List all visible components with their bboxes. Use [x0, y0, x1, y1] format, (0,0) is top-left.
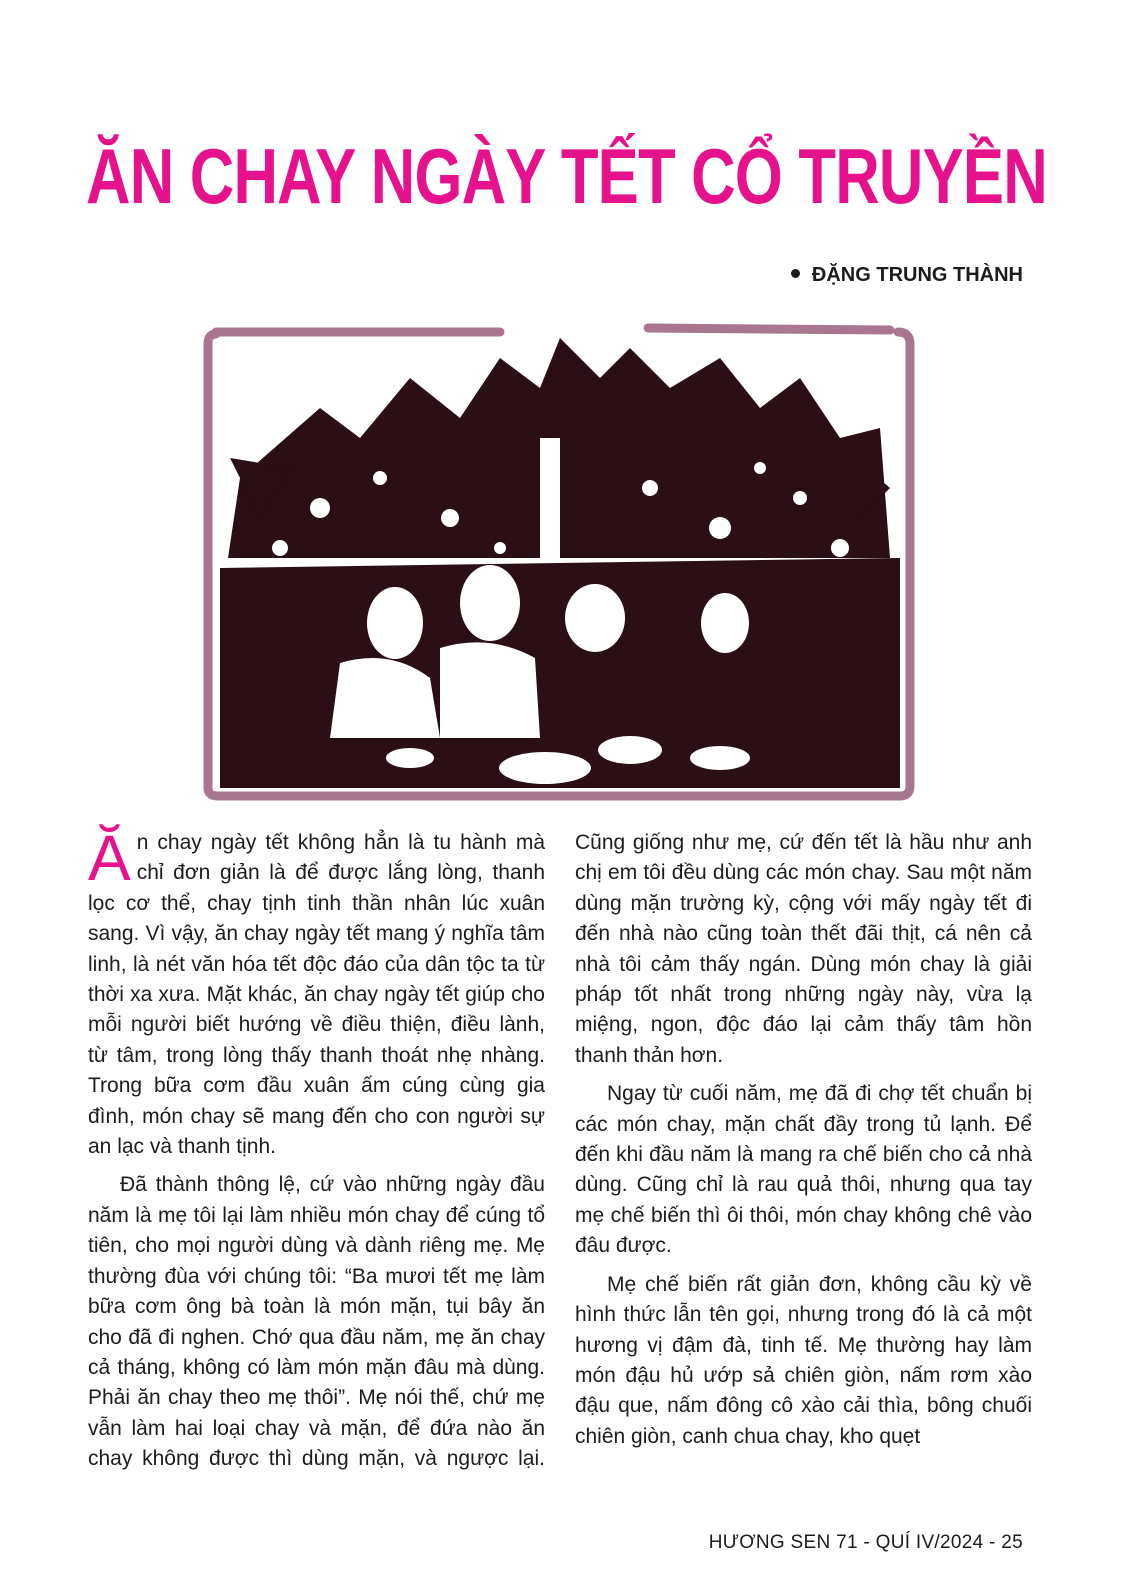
bullet-icon: [791, 269, 800, 278]
article-paragraph: Ngay từ cuối năm, mẹ đã đi chợ tết chuẩn bị các món chay, mặn chất đầy trong tủ lạnh. Để đến khi đầu năm là mang ra chế biến cho cả nhà dùng. Cũng chỉ là rau quả thôi, nhưng qua tay mẹ chế biến thì ôi thôi, món chay không chê vào đâu được.: [575, 1082, 1032, 1258]
article-photo: [200, 318, 918, 802]
article-paragraph: [88, 822, 545, 1162]
author-name: ĐẶNG TRUNG THÀNH: [811, 264, 1023, 286]
paragraph-text: n chay ngày tết không hẳn là tu hành mà chỉ đơn giản là để được lắng lòng, thanh lọc cơ thể, chay tịnh tinh thần nhân lúc xuân sang. Vì vậy, ăn chay ngày tết mang ý nghĩa tâm linh, là nét văn hóa tết độc đáo của dân tộc ta từ thời xa xưa. Mặt khác, ăn chay ngày tết giúp cho mỗi người biết hướng về điều thiện, điều lành, từ tâm, trong lòng thấy thanh thoát nhẹ nhàng. Trong bữa cơm đầu xuân ấm cúng cùng gia đình, món chay sẽ mang đến cho con người sự an lạc và thanh tịnh.: [88, 831, 545, 1159]
photo-illustration: [200, 318, 918, 802]
byline: [791, 264, 1023, 287]
article-title: ĂN CHAY NGÀY TẾT CỔ TRUYỀN: [86, 132, 1047, 220]
article-paragraph: Mẹ chế biến rất giản đơn, không cầu kỳ về hình thức lẫn tên gọi, nhưng trong đó là cả một hương vị đậm đà, tinh tế. Mẹ thường hay làm món đậu hủ ướp sả chiên giòn, nấm rơm xào đậu que, nấm đông cô xào cải thìa, bông chuối chiên giòn, canh chua chay, kho quẹt: [575, 1272, 1032, 1448]
page-footer: HƯƠNG SEN 71 - QUÍ IV/2024 - 25: [708, 1532, 1023, 1553]
article-paragraph: Đã thành thông lệ, cứ vào những ngày đầu năm là mẹ tôi lại làm nhiều món chay để cúng tổ tiên, cho mọi người dùng và dành riêng mẹ. Mẹ thường đùa với chúng tôi: “Ba mươi tết mẹ làm bữa cơm ông bà toàn là món mặn, tụi bây ăn cho đã đi nghen. Chớ qua đầu năm, mẹ ăn chay cả tháng, không có làm món mặn đâu mà dùng. Phải ăn chay theo mẹ thôi”. Mẹ nói thế, chứ mẹ vẫn làm hai loại chay và mặn, để đứa nào ăn chay không được thì dùng mặn, và ngược lại. Cũng giống như mẹ, cứ đến tết là hầu như anh chị em tôi đều dùng các món chay. Sau một năm dùng mặn trường kỳ, cộng với mấy ngày tết đi đến nhà nào cũng toàn thết đãi thịt, cá nên cả nhà tôi cảm thấy ngán. Dùng món chay là giải pháp tốt nhất trong những ngày này, vừa lạ miệng, ngon, độc đáo lại cảm thấy tâm hồn thanh thản hơn.: [88, 831, 1032, 1471]
article-body: [88, 822, 1032, 1478]
drop-cap: Ă: [88, 822, 131, 894]
frame-top-right: [648, 328, 890, 330]
photo-silhouette: [220, 338, 900, 788]
